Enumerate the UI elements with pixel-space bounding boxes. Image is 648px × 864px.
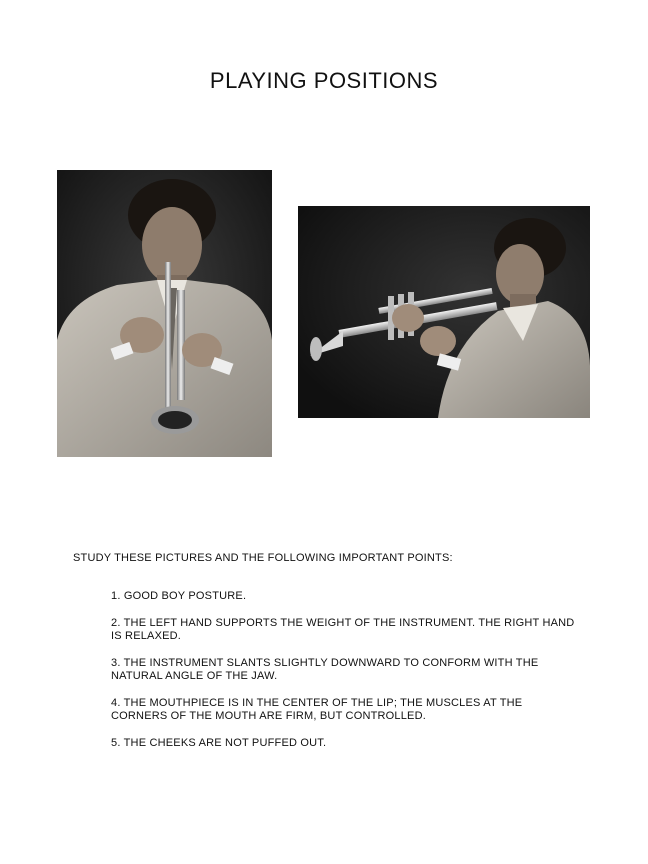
front-view-photo <box>57 170 272 457</box>
points-list <box>111 590 581 764</box>
list-item: 5. THE CHEEKS ARE NOT PUFFED OUT. <box>111 737 327 749</box>
list-item: 2. THE LEFT HAND SUPPORTS THE WEIGHT OF THE INSTRUMENT. THE RIGHT HAND IS RELAXED. <box>111 617 575 642</box>
trumpet-player-side-photo <box>298 206 590 418</box>
side-view-photo <box>298 206 590 418</box>
list-item: 1. GOOD BOY POSTURE. <box>111 590 247 602</box>
trumpet-player-front-photo <box>57 170 272 457</box>
list-item: 3. THE INSTRUMENT SLANTS SLIGHTLY DOWNWARD TO CONFORM WITH THE NATURAL ANGLE OF THE JAW. <box>111 657 539 682</box>
page-title: PLAYING POSITIONS <box>209 68 439 93</box>
intro-text: STUDY THESE PICTURES AND THE FOLLOWING IMPORTANT POINTS: <box>73 552 453 564</box>
list-item: 4. THE MOUTHPIECE IS IN THE CENTER OF THE LIP; THE MUSCLES AT THE CORNERS OF THE MOUTH ARE FIRM, BUT CONTROLLED. <box>111 697 523 722</box>
